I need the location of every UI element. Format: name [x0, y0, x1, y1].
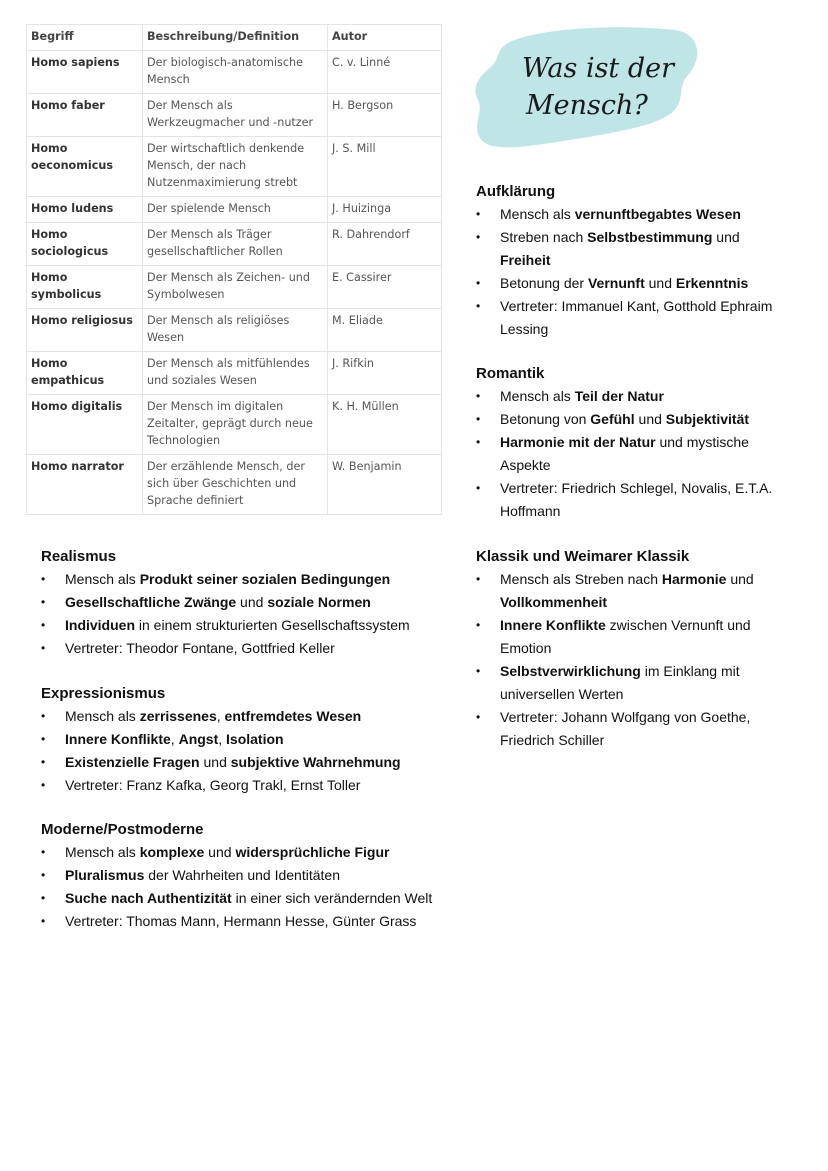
- cell-definition: Der Mensch als religiöses Wesen: [143, 309, 328, 352]
- cell-term: Homo religiosus: [27, 309, 143, 352]
- bullet-icon: •: [476, 481, 481, 495]
- text: Mensch als: [65, 844, 140, 860]
- list-item: [41, 864, 461, 887]
- cell-author: K. H. Müllen: [328, 395, 442, 455]
- cell-term: Homo narrator: [27, 455, 143, 515]
- text: und: [644, 275, 676, 291]
- section-aufklaerung: [476, 180, 776, 341]
- cell-author: J. Huizinga: [328, 197, 442, 223]
- text: im Einklang mit universellen Werten: [500, 663, 740, 702]
- title-area: [470, 20, 710, 160]
- bullet-icon: •: [476, 572, 481, 586]
- bold-text: entfremdetes Wesen: [224, 708, 362, 724]
- bold-text: Isolation: [226, 731, 284, 747]
- text: Betonung der: [500, 275, 588, 291]
- cell-author: C. v. Linné: [328, 51, 442, 94]
- list-item: [476, 295, 776, 341]
- bullet-icon: •: [41, 891, 46, 905]
- text: Vertreter: Theodor Fontane, Gottfried Keller: [65, 640, 335, 656]
- bold-text: Harmonie mit der Natur: [500, 434, 656, 450]
- text: Vertreter: Franz Kafka, Georg Trakl, Ernst Toller: [65, 777, 361, 793]
- bullet-icon: •: [476, 230, 481, 244]
- bullet-icon: •: [476, 435, 481, 449]
- bold-text: Vollkommenheit: [500, 594, 608, 610]
- bold-text: Freiheit: [500, 252, 551, 268]
- list-item: [476, 431, 776, 477]
- cell-term: Homo sociologicus: [27, 223, 143, 266]
- bold-text: vernunftbegabtes Wesen: [574, 206, 741, 222]
- bullet-icon: •: [41, 641, 46, 655]
- section-heading: Romantik: [476, 365, 545, 382]
- table-row: [27, 197, 442, 223]
- text: Mensch als Streben nach: [500, 571, 662, 587]
- header-author: Autor: [328, 25, 442, 51]
- list-item: [476, 203, 776, 226]
- bold-text: subjektive Wahrnehmung: [230, 754, 401, 770]
- bullet-icon: •: [41, 709, 46, 723]
- header-definition: Beschreibung/Definition: [143, 25, 328, 51]
- bullet-icon: •: [41, 845, 46, 859]
- bullet-icon: •: [41, 755, 46, 769]
- text: in einem strukturierten Gesellschaftssystem: [135, 617, 410, 633]
- bullet-icon: •: [41, 778, 46, 792]
- section-realismus: [41, 545, 441, 660]
- list-item: [41, 910, 461, 933]
- bold-text: Harmonie: [661, 571, 727, 587]
- list-item: [41, 751, 441, 774]
- section-heading: Realismus: [41, 548, 117, 565]
- title-line-2: Mensch?: [526, 90, 648, 121]
- cell-author: W. Benjamin: [328, 455, 442, 515]
- list-item: [41, 637, 441, 660]
- table-row: [27, 223, 442, 266]
- section-heading: Klassik und Weimarer Klassik: [476, 548, 690, 565]
- bold-text: Individuen: [65, 617, 135, 633]
- cell-term: Homo digitalis: [27, 395, 143, 455]
- cell-author: J. S. Mill: [328, 137, 442, 197]
- list-item: [476, 614, 776, 660]
- bold-text: Selbstbestimmung: [587, 229, 713, 245]
- text: und mystische Aspekte: [500, 434, 749, 473]
- text: Mensch als: [500, 206, 575, 222]
- cell-author: M. Eliade: [328, 309, 442, 352]
- cell-term: Homo empathicus: [27, 352, 143, 395]
- bullet-icon: •: [476, 389, 481, 403]
- text: Betonung von: [500, 411, 591, 427]
- bold-text: Suche nach Authentizität: [65, 890, 232, 906]
- cell-author: H. Bergson: [328, 94, 442, 137]
- table-header-row: [27, 25, 442, 51]
- cell-definition: Der Mensch als Werkzeugmacher und -nutzer: [143, 94, 328, 137]
- text: Vertreter: Friedrich Schlegel, Novalis, E.T.A. Hoffmann: [500, 480, 773, 519]
- bold-text: Angst: [178, 731, 219, 747]
- text: Vertreter: Thomas Mann, Hermann Hesse, Günter Grass: [65, 913, 417, 929]
- list-item: [41, 568, 441, 591]
- bold-text: Vernunft: [587, 275, 645, 291]
- text: zwischen Vernunft und Emotion: [500, 617, 751, 656]
- cell-term: Homo faber: [27, 94, 143, 137]
- cell-term: Homo oeconomicus: [27, 137, 143, 197]
- cell-author: E. Cassirer: [328, 266, 442, 309]
- cell-author: R. Dahrendorf: [328, 223, 442, 266]
- list-item: [476, 660, 776, 706]
- list-item: [476, 568, 776, 614]
- text: Vertreter: Johann Wolfgang von Goethe, Friedrich Schiller: [500, 709, 751, 748]
- table-row: [27, 137, 442, 197]
- list-item: [41, 614, 441, 637]
- bold-text: Gefühl: [590, 411, 635, 427]
- text: ,: [170, 731, 179, 747]
- cell-term: Homo sapiens: [27, 51, 143, 94]
- list-item: [476, 408, 776, 431]
- cell-definition: Der Mensch als mitfühlendes und soziales Wesen: [143, 352, 328, 395]
- bold-text: komplexe: [139, 844, 205, 860]
- list-item: [476, 477, 776, 523]
- bullet-icon: •: [476, 664, 481, 678]
- section-romantik: [476, 362, 776, 523]
- cell-term: Homo symbolicus: [27, 266, 143, 309]
- list-item: [41, 774, 441, 797]
- list-item: [476, 706, 776, 752]
- bullet-list: [476, 385, 776, 523]
- text: und: [236, 594, 268, 610]
- cell-definition: Der biologisch-anatomische Mensch: [143, 51, 328, 94]
- text: und: [726, 571, 754, 587]
- bold-text: Erkenntnis: [675, 275, 749, 291]
- section-heading: Moderne/Postmoderne: [41, 821, 204, 838]
- text: Mensch als: [500, 388, 575, 404]
- list-item: [41, 591, 441, 614]
- bold-text: Gesellschaftliche Zwänge: [65, 594, 237, 610]
- text: Streben nach: [500, 229, 588, 245]
- text: Mensch als: [65, 571, 140, 587]
- bullet-icon: •: [41, 868, 46, 882]
- text: Mensch als: [65, 708, 140, 724]
- table-row: [27, 455, 442, 515]
- bold-text: widersprüchliche Figur: [235, 844, 390, 860]
- bold-text: Teil der Natur: [574, 388, 664, 404]
- list-item: [41, 887, 461, 910]
- text: und: [634, 411, 666, 427]
- bullet-icon: •: [476, 618, 481, 632]
- section-heading: Aufklärung: [476, 183, 556, 200]
- text: in einer sich verändernden Welt: [231, 890, 433, 906]
- bullet-icon: •: [476, 207, 481, 221]
- bold-text: zerrissenes: [139, 708, 217, 724]
- table-row: [27, 94, 442, 137]
- section-heading: Expressionismus: [41, 685, 166, 702]
- text: und: [712, 229, 740, 245]
- cell-author: J. Rifkin: [328, 352, 442, 395]
- text: und: [204, 844, 236, 860]
- bold-text: Pluralismus: [65, 867, 145, 883]
- list-item: [476, 272, 776, 295]
- table-row: [27, 51, 442, 94]
- bullet-icon: •: [476, 412, 481, 426]
- cell-definition: Der Mensch als Träger gesellschaftlicher Rollen: [143, 223, 328, 266]
- list-item: [41, 728, 441, 751]
- bold-text: Produkt seiner sozialen Bedingungen: [139, 571, 391, 587]
- list-item: [41, 841, 461, 864]
- list-item: [476, 385, 776, 408]
- text: Vertreter: Immanuel Kant, Gotthold Ephraim Lessing: [500, 298, 773, 337]
- bullet-list: [41, 705, 441, 797]
- text: ,: [216, 708, 225, 724]
- bullet-list: [476, 203, 776, 341]
- section-klassik: [476, 545, 776, 752]
- section-moderne: [41, 818, 461, 933]
- bullet-icon: •: [41, 618, 46, 632]
- text: der Wahrheiten und Identitäten: [144, 867, 340, 883]
- bullet-icon: •: [41, 732, 46, 746]
- bullet-list: [41, 841, 461, 933]
- bold-text: Innere Konflikte: [65, 731, 171, 747]
- concept-table: [26, 24, 442, 515]
- table-row: [27, 266, 442, 309]
- table-body: [27, 51, 442, 515]
- bold-text: Subjektivität: [665, 411, 750, 427]
- page-title: [522, 50, 712, 124]
- bold-text: Innere Konflikte: [500, 617, 606, 633]
- bullet-icon: •: [476, 276, 481, 290]
- list-item: [476, 226, 776, 272]
- bullet-list: [476, 568, 776, 752]
- cell-definition: Der spielende Mensch: [143, 197, 328, 223]
- cell-definition: Der Mensch als Zeichen- und Symbolwesen: [143, 266, 328, 309]
- section-expressionismus: [41, 682, 441, 797]
- bullet-icon: •: [476, 710, 481, 724]
- cell-definition: Der Mensch im digitalen Zeitalter, geprägt durch neue Technologien: [143, 395, 328, 455]
- table-row: [27, 395, 442, 455]
- bold-text: soziale Normen: [267, 594, 371, 610]
- bullet-icon: •: [476, 299, 481, 313]
- list-item: [41, 705, 441, 728]
- header-term: Begriff: [27, 25, 143, 51]
- title-line-1: Was ist der: [522, 53, 675, 84]
- bold-text: Existenzielle Fragen: [65, 754, 200, 770]
- text: und: [199, 754, 231, 770]
- cell-definition: Der erzählende Mensch, der sich über Geschichten und Sprache definiert: [143, 455, 328, 515]
- text: ,: [218, 731, 227, 747]
- bold-text: Selbstverwirklichung: [500, 663, 641, 679]
- bullet-list: [41, 568, 441, 660]
- bullet-icon: •: [41, 572, 46, 586]
- bullet-icon: •: [41, 595, 46, 609]
- cell-definition: Der wirtschaftlich denkende Mensch, der nach Nutzenmaximierung strebt: [143, 137, 328, 197]
- table-row: [27, 352, 442, 395]
- bullet-icon: •: [41, 914, 46, 928]
- table-row: [27, 309, 442, 352]
- cell-term: Homo ludens: [27, 197, 143, 223]
